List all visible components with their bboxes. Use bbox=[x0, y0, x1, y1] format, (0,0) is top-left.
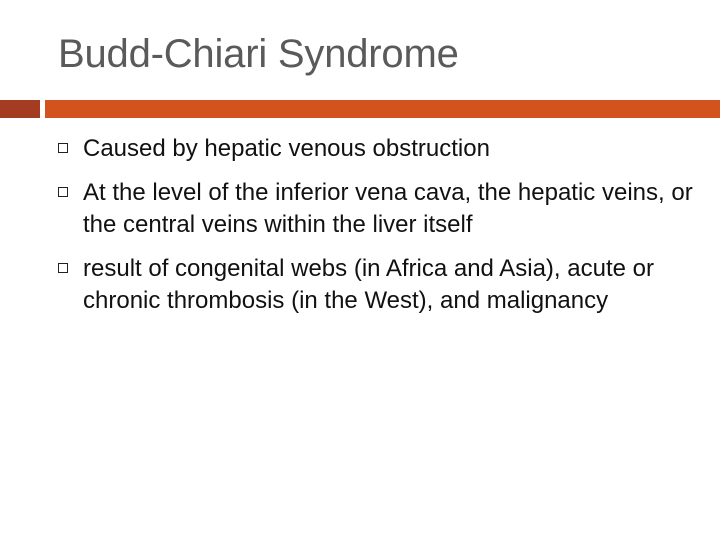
square-bullet-icon bbox=[58, 143, 68, 153]
bullet-text: result of congenital webs (in Africa and Asia), acute or chronic thrombosis (in the West), and malignancy bbox=[83, 255, 654, 314]
square-bullet-icon bbox=[58, 187, 68, 197]
bullet-item bbox=[58, 253, 698, 317]
bullet-item bbox=[58, 133, 698, 165]
square-bullet-icon bbox=[58, 263, 68, 273]
bullet-item bbox=[58, 177, 698, 241]
bullet-text: At the level of the inferior vena cava, the hepatic veins, or the central veins within the liver itself bbox=[83, 179, 693, 238]
title-rule-accent-segment bbox=[45, 100, 720, 118]
title-rule-dark-segment bbox=[0, 100, 40, 118]
bullet-list bbox=[58, 133, 698, 329]
slide-title: Budd-Chiari Syndrome bbox=[58, 32, 459, 76]
bullet-text: Caused by hepatic venous obstruction bbox=[83, 135, 490, 162]
